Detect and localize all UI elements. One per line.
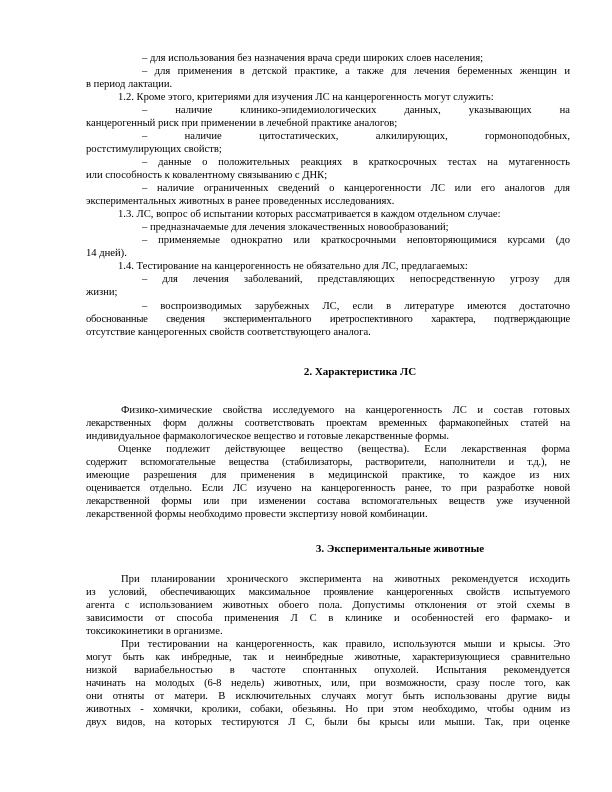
text-line: 1.4. Тестирование на канцерогенность не обязательно для ЛС, предлагаемых: (118, 261, 468, 272)
text-line: 14 дней). (86, 248, 127, 259)
text-line: оценивается отдельно. Если ЛС изучено на канцерогенность ранее, то при разработке новой (86, 483, 570, 494)
section-heading: 2. Характеристика ЛС (303, 366, 417, 378)
text-line: При планировании хронического эксперимента на животных рекомендуется исходить (121, 574, 570, 585)
text-line: обоснованные сведения экспериментального иретроспективного характера, подтверждающие (86, 314, 570, 325)
section-heading: 3. Экспериментальные животные (315, 543, 485, 555)
text-line: зависимости от способа применения Л С в клинике и особенностей его фармако- и (86, 613, 570, 624)
text-line: лекарственных форм должны соответствовать проектам временных фармакопейных статей на (86, 418, 570, 429)
text-line: – воспроизводимых зарубежных ЛС, если в литературе имеются достаточно (142, 301, 570, 312)
text-line: – предназначаемые для лечения злокачественных новообразований; (142, 222, 449, 233)
text-line: – наличие цитостатических, алкилирующих, гормоноподобных, (142, 131, 570, 142)
text-line: они отняты от матери. В исключительных случаях могут быть использованы другие виды (86, 691, 570, 702)
text-line: – применяемые однократно или краткосрочными неповторяющимися курсами (до (142, 235, 570, 246)
text-line: Физико-химические свойства исследуемого на канцерогенность ЛС и состав готовых (121, 405, 570, 416)
text-line: экспериментальных животных в ранее проведенных исследованиях. (86, 196, 395, 207)
text-line: двух видов, на которых тестируются Л С, были бы крысы или мыши. Так, при оценке (86, 717, 570, 728)
text-line: животных - хомячки, кролики, собаки, обезьяны. Но при этом необходимо, чтобы одним из (86, 704, 570, 715)
text-line: начинать на молодых (6-8 недель) животных, или, при возможности, сразу после того, как (86, 678, 570, 689)
text-line: токсикокинетики в организме. (86, 626, 223, 637)
text-line: отсутствие канцерогенных свойств соответствующего аналога. (86, 327, 371, 338)
text-line: 1.3. ЛС, вопрос об испытании которых рассматривается в каждом отдельном случае: (118, 209, 501, 220)
text-line: – наличие ограниченных сведений о канцерогенности ЛС или его аналогов для (142, 183, 570, 194)
text-line: низкой вариабельностью в частоте спонтанных опухолей. Испытания рекомендуется (86, 665, 570, 676)
text-line: – наличие клинико-эпидемиологических данных, указывающих на (142, 105, 570, 116)
text-line: 1.2. Кроме этого, критериями для изучения ЛС на канцерогенность могут служить: (118, 92, 494, 103)
text-line: лекарственной формы необходимо провести экспертизу новой комбинации. (86, 509, 428, 520)
text-line: – для лечения заболеваний, представляющих непосредственную угрозу для (142, 274, 570, 285)
text-line: – для применения в детской практике, а также для лечения беременных женщин и (142, 66, 570, 77)
text-line: канцерогенный риск при применении в лечебной практике аналогов; (86, 118, 398, 129)
text-line: из условий, обеспечивающих максимальное проявление канцерогенных свойств испытуемого (86, 587, 570, 598)
text-line: Оценке подлежит действующее вещество (вещества). Если лекарственная форма (118, 444, 570, 455)
text-line: имеющие разрешения для применения в медицинской практике, то каждое из них (86, 470, 570, 481)
text-line: индивидуальное фармакологическое вещество и готовые лекарственные формы. (86, 431, 450, 442)
text-line: или способность к ковалентному связыванию с ДНК; (86, 170, 328, 181)
text-line: – для использования без назначения врача среди широких слоев населения; (142, 53, 484, 64)
text-line: – данные о положительных реакциях в краткосрочных тестах на мутагенность (142, 157, 570, 168)
text-line: При тестировании на канцерогенность, как правило, используются мыши и крысы. Это (121, 639, 570, 650)
text-line: содержит вспомогательные вещества (стабилизаторы, растворители, наполнители и т.д.), не (86, 457, 570, 468)
text-line: могут быть как инбредные, так и неинбредные животные, характеризующиеся сравнительно (86, 652, 570, 663)
text-line: в период лактации. (86, 79, 173, 90)
text-line: жизни; (86, 287, 118, 298)
text-line: ростстимулирующих свойств; (86, 144, 222, 155)
text-line: лекарственной формы или при изменении состава вспомогательных веществ уже изученной (86, 496, 570, 507)
text-line: агента с использованием животных обоего пола. Допустимы отклонения от этой схемы в (86, 600, 570, 611)
